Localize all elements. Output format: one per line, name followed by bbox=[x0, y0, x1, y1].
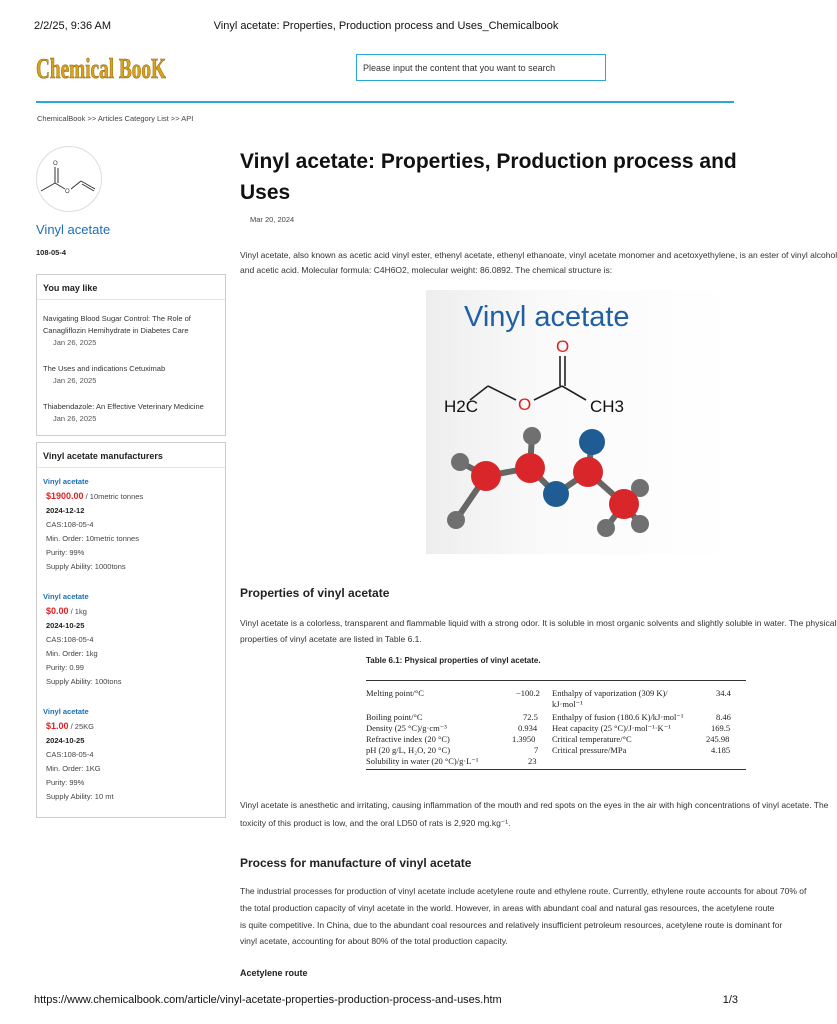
manufacturer-cas: CAS:108-05-4 bbox=[46, 750, 94, 759]
acetylene-route-heading: Acetylene route bbox=[240, 968, 308, 978]
process-line-2: the total production capacity of vinyl acetate in the world. However, in areas with abundant coal and natural gas resources, the acetylene route bbox=[240, 903, 775, 913]
properties-line-1: Vinyl acetate is a colorless, transparent and flammable liquid with a strong odor. It is soluble in most organic solvents and slightly soluble in water. The physical bbox=[240, 618, 837, 628]
table-cell: Heat capacity (25 °C)/J·mol⁻¹·K⁻¹ bbox=[552, 723, 671, 733]
table-cell: Enthalpy of fusion (180.6 K)/kJ·mol⁻¹ bbox=[552, 712, 684, 722]
table-cell: Solubility in water (20 °C)/g·L⁻¹ bbox=[366, 756, 479, 766]
manufacturer-min-order: Min. Order: 10metric tonnes bbox=[46, 534, 139, 543]
print-timestamp: 2/2/25, 9:36 AM bbox=[34, 20, 112, 32]
image-oxygen-carbonyl: O bbox=[556, 337, 570, 356]
manufacturer-entry[interactable] bbox=[43, 705, 114, 804]
table-cell: Critical pressure/MPa bbox=[552, 745, 627, 755]
table-cell: Enthalpy of vaporization (309 K)/ bbox=[552, 688, 668, 698]
vinyl-acetate-structure-image bbox=[426, 290, 732, 554]
manufacturer-price: $0.00 bbox=[46, 606, 69, 616]
manufacturer-price: $1.00 bbox=[46, 721, 69, 731]
like-item-date: Jan 26, 2025 bbox=[53, 414, 97, 423]
manufacturer-purity: Purity: 0.99 bbox=[46, 663, 84, 672]
table-cell: 7 bbox=[534, 745, 539, 755]
properties-line-2: properties of vinyl acetate are listed in Table 6.1. bbox=[240, 634, 422, 644]
chemicalbook-logo[interactable] bbox=[36, 50, 196, 88]
compound-structure-thumbnail[interactable] bbox=[36, 146, 102, 212]
manufacturer-product-link[interactable]: Vinyl acetate bbox=[43, 477, 89, 486]
manufacturer-product-link[interactable]: Vinyl acetate bbox=[43, 707, 89, 716]
print-page-title: Vinyl acetate: Properties, Production process and Uses_Chemicalbook bbox=[213, 20, 559, 32]
process-line-3: is quite competitive. In China, due to the abundant coal resources and relatively insufficient petroleum resources, acetylene route is dominant for bbox=[240, 920, 783, 930]
structure-icon bbox=[37, 147, 101, 211]
print-footer bbox=[34, 994, 738, 1006]
like-item-title[interactable]: Navigating Blood Sugar Control: The Role of Canagliflozin Hemihydrate in Diabetes Care bbox=[43, 314, 191, 335]
table-cell: Boiling point/°C bbox=[366, 712, 423, 722]
image-ch3: CH3 bbox=[590, 397, 625, 416]
intro-line-2: and acetic acid. Molecular formula: C4H6O2, molecular weight: 86.0892. The chemical structure is: bbox=[240, 265, 613, 275]
like-item-title[interactable]: Thiabendazole: An Effective Veterinary Medicine bbox=[43, 402, 204, 411]
manufacturer-supply: Supply Ability: 10 mt bbox=[46, 792, 114, 801]
search-input[interactable]: Please input the content that you want to search bbox=[356, 54, 606, 81]
you-may-like-box bbox=[36, 274, 226, 436]
toxicity-line-1: Vinyl acetate is anesthetic and irritating, causing inflammation of the mouth and red spots on the eyes in the air with high concentrations of vinyl acetate. The bbox=[240, 800, 829, 810]
manufacturer-unit: / 25KG bbox=[68, 722, 94, 731]
intro-line-1: Vinyl acetate, also known as acetic acid vinyl ester, ethenyl acetate, ethenyl ethanoate, vinyl acetate monomer and acetoxyethylene, is an ester of vinyl alcohol bbox=[240, 250, 837, 260]
table-cell: Critical temperature/°C bbox=[552, 734, 632, 744]
article-date: Mar 20, 2024 bbox=[250, 215, 295, 224]
list-item[interactable] bbox=[43, 401, 221, 425]
manufacturer-purity: Purity: 99% bbox=[46, 778, 85, 787]
compound-cas: 108-05-4 bbox=[36, 248, 67, 257]
you-may-like-heading: You may like bbox=[37, 275, 225, 300]
table-cell: −100.2 bbox=[516, 688, 540, 698]
svg-text:O: O bbox=[65, 189, 70, 195]
manufacturer-min-order: Min. Order: 1KG bbox=[46, 764, 101, 773]
table-cell: 169.5 bbox=[711, 723, 731, 733]
image-h2c: H2C bbox=[444, 397, 479, 416]
manufacturer-cas: CAS:108-05-4 bbox=[46, 520, 94, 529]
article-title-line-2: Uses bbox=[240, 181, 291, 204]
manufacturer-date: 2024-12-12 bbox=[46, 506, 85, 515]
manufacturer-product-link[interactable]: Vinyl acetate bbox=[43, 592, 89, 601]
manufacturers-heading: Vinyl acetate manufacturers bbox=[37, 443, 225, 468]
manufacturer-date: 2024-10-25 bbox=[46, 736, 85, 745]
image-oxygen-ester: O bbox=[518, 395, 532, 414]
table-cell: 0.934 bbox=[518, 723, 538, 733]
manufacturer-unit: / 1kg bbox=[68, 607, 87, 616]
manufacturers-box bbox=[36, 442, 226, 818]
manufacturer-price: $1900.00 bbox=[46, 491, 84, 501]
like-item-title[interactable]: The Uses and indications Cetuximab bbox=[43, 364, 166, 373]
manufacturer-entry[interactable] bbox=[43, 475, 143, 574]
header-divider bbox=[36, 101, 734, 103]
manufacturer-unit: / 10metric tonnes bbox=[83, 492, 144, 501]
properties-heading: Properties of vinyl acetate bbox=[240, 586, 390, 600]
table-cell: 34.4 bbox=[716, 688, 731, 698]
toxicity-line-2: toxicity of this product is low, and the oral LD50 of rats is 2,920 mg.kg⁻¹. bbox=[240, 818, 511, 828]
process-line-1: The industrial processes for production of vinyl acetate include acetylene route and ethylene route. Currently, ethylene route accounts for about 70% of bbox=[240, 886, 807, 896]
image-title: Vinyl acetate bbox=[464, 301, 630, 333]
table-cell: 4.185 bbox=[711, 745, 731, 755]
table-cell: 245.98 bbox=[706, 734, 730, 744]
manufacturer-supply: Supply Ability: 1000tons bbox=[46, 562, 126, 571]
physical-properties-table bbox=[366, 656, 734, 766]
article bbox=[240, 140, 837, 990]
table-cell: kJ·mol⁻¹ bbox=[552, 699, 583, 709]
table-bottom-rule bbox=[366, 769, 746, 770]
manufacturer-supply: Supply Ability: 100tons bbox=[46, 677, 122, 686]
table-cell: 8.46 bbox=[716, 712, 731, 722]
table-cell: pH (20 g/L, H₂O, 20 °C) bbox=[366, 745, 451, 755]
table-cell: 23 bbox=[528, 756, 537, 766]
table-cell: Melting point/°C bbox=[366, 688, 424, 698]
table-cell: Density (25 °C)/g·cm⁻³ bbox=[366, 723, 447, 733]
manufacturer-cas: CAS:108-05-4 bbox=[46, 635, 94, 644]
logo-text: Chemical BooK bbox=[36, 54, 167, 85]
manufacturer-date: 2024-10-25 bbox=[46, 621, 85, 630]
manufacturer-entry[interactable] bbox=[43, 590, 121, 689]
print-url: https://www.chemicalbook.com/article/vinyl-acetate-properties-production-process-and-uses.htm bbox=[34, 994, 502, 1006]
list-item[interactable] bbox=[43, 363, 221, 387]
like-item-date: Jan 26, 2025 bbox=[53, 338, 97, 347]
process-heading: Process for manufacture of vinyl acetate bbox=[240, 856, 472, 870]
manufacturer-min-order: Min. Order: 1kg bbox=[46, 649, 98, 658]
like-item-date: Jan 26, 2025 bbox=[53, 376, 97, 385]
table-cell: 1.3950 bbox=[512, 734, 536, 744]
manufacturer-purity: Purity: 99% bbox=[46, 548, 85, 557]
process-line-4: vinyl acetate, accounting for about 80% of the total production capacity. bbox=[240, 936, 508, 946]
table-cell: 72.5 bbox=[523, 712, 538, 722]
article-title bbox=[240, 146, 737, 208]
compound-name-link[interactable]: Vinyl acetate bbox=[36, 222, 111, 237]
article-title-line-1: Vinyl acetate: Properties, Production process and bbox=[240, 150, 737, 173]
breadcrumb[interactable]: ChemicalBook >> Articles Category List >> API bbox=[37, 114, 194, 123]
table-cell: Refractive index (20 °C) bbox=[366, 734, 450, 744]
svg-text:O: O bbox=[53, 161, 58, 167]
molecule-illustration bbox=[426, 290, 732, 554]
list-item[interactable] bbox=[43, 313, 221, 349]
print-page-number: 1/3 bbox=[722, 994, 738, 1006]
table-caption: Table 6.1: Physical properties of vinyl acetate. bbox=[366, 656, 541, 665]
table-top-rule bbox=[366, 680, 746, 681]
